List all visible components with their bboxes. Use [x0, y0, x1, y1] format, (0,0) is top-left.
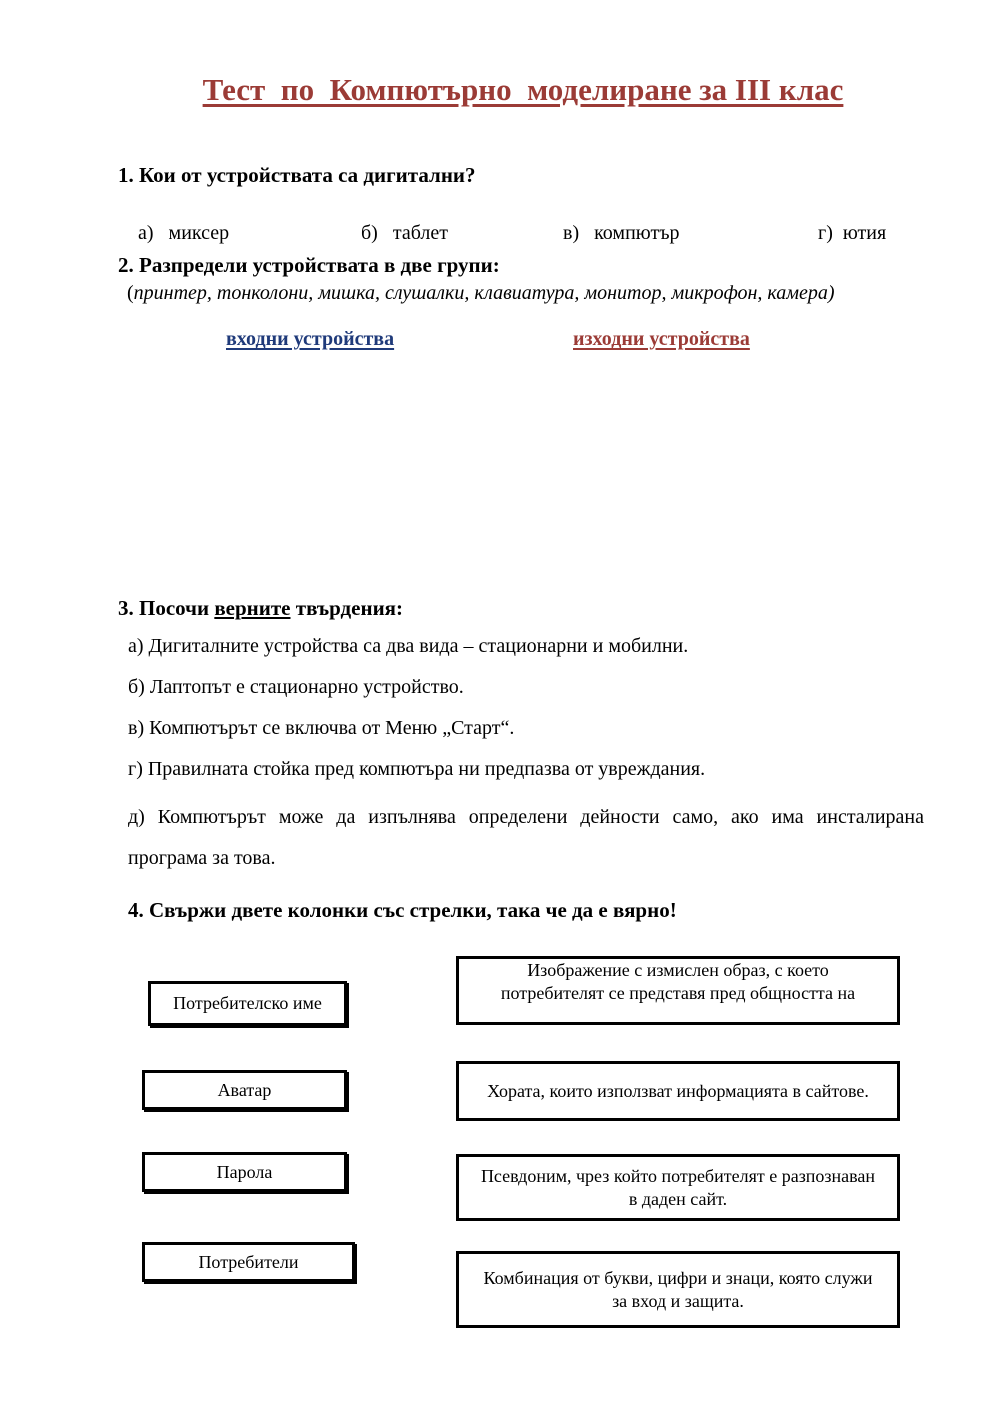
- definition-box-username[interactable]: Псевдоним, чрез който потребителят е разпознаван в даден сайт.: [456, 1154, 900, 1221]
- q3-question-underlined: верните: [214, 596, 291, 620]
- q1-option-d-letter: г): [818, 222, 833, 244]
- question-1: 1. Кои от устройствата са дигитални?: [118, 163, 476, 187]
- question-4: 4. Свържи двете колонки със стрелки, така че да е вярно!: [128, 898, 677, 922]
- q1-option-b[interactable]: [351, 199, 448, 245]
- term-box-users[interactable]: Потребители: [142, 1242, 355, 1282]
- output-devices-drop-area[interactable]: [550, 360, 810, 580]
- q3-question-prefix: 3. Посочи: [118, 596, 215, 620]
- q3-statement-e[interactable]: д) Компютърът може да изпълнява определени дейности само, ако има инсталирана програма за това.: [128, 806, 924, 869]
- q1-option-b-text: таблет: [392, 222, 448, 244]
- q1-option-b-letter: б): [361, 222, 378, 244]
- q1-option-d[interactable]: [808, 199, 886, 245]
- q2-paren: (: [127, 282, 134, 304]
- definition-box-password[interactable]: Комбинация от букви, цифри и знаци, която служи за вход и защита.: [456, 1251, 900, 1328]
- input-devices-heading: входни устройства: [226, 328, 395, 350]
- q1-option-a[interactable]: [128, 199, 229, 245]
- q3-statement-c[interactable]: в) Компютърът се включва от Меню „Старт“.: [128, 717, 515, 739]
- definition-box-avatar[interactable]: Изображение с измислен образ, с което потребителят се представя пред общността на: [456, 956, 900, 1025]
- output-devices-heading: изходни устройства: [573, 328, 750, 350]
- question-3: [118, 596, 403, 621]
- term-box-username[interactable]: Потребителско име: [148, 981, 347, 1026]
- q3-statement-b[interactable]: б) Лаптопът е стационарно устройство.: [128, 676, 464, 698]
- page-title: Тест по Компютърно моделиране за III клас: [202, 72, 844, 107]
- q1-option-a-letter: а): [138, 222, 154, 244]
- q3-statement-a[interactable]: а) Дигиталните устройства са два вида – стационарни и мобилни.: [128, 635, 689, 657]
- term-box-password[interactable]: Парола: [142, 1152, 347, 1192]
- input-devices-drop-area[interactable]: [200, 360, 460, 580]
- q1-option-c-letter: в): [563, 222, 580, 244]
- definition-box-users[interactable]: Хората, които използват информацията в сайтове.: [456, 1061, 900, 1121]
- q2-devices: принтер, тонколони, мишка, слушалки, клавиатура, монитор, микрофон, камера): [133, 282, 835, 304]
- q3-question-suffix: твърдения:: [290, 596, 404, 620]
- q1-option-c-text: компютър: [594, 222, 680, 244]
- q1-option-d-text: ютия: [842, 222, 887, 244]
- q3-statement-d[interactable]: г) Правилната стойка пред компютъра ни предпазва от увреждания.: [128, 758, 706, 780]
- q2-device-list: [127, 281, 897, 306]
- term-box-avatar[interactable]: Аватар: [142, 1070, 347, 1110]
- q1-option-c[interactable]: [553, 199, 680, 245]
- question-2: 2. Разпредели устройствата в две групи:: [118, 253, 500, 277]
- q1-option-a-text: миксер: [168, 222, 230, 244]
